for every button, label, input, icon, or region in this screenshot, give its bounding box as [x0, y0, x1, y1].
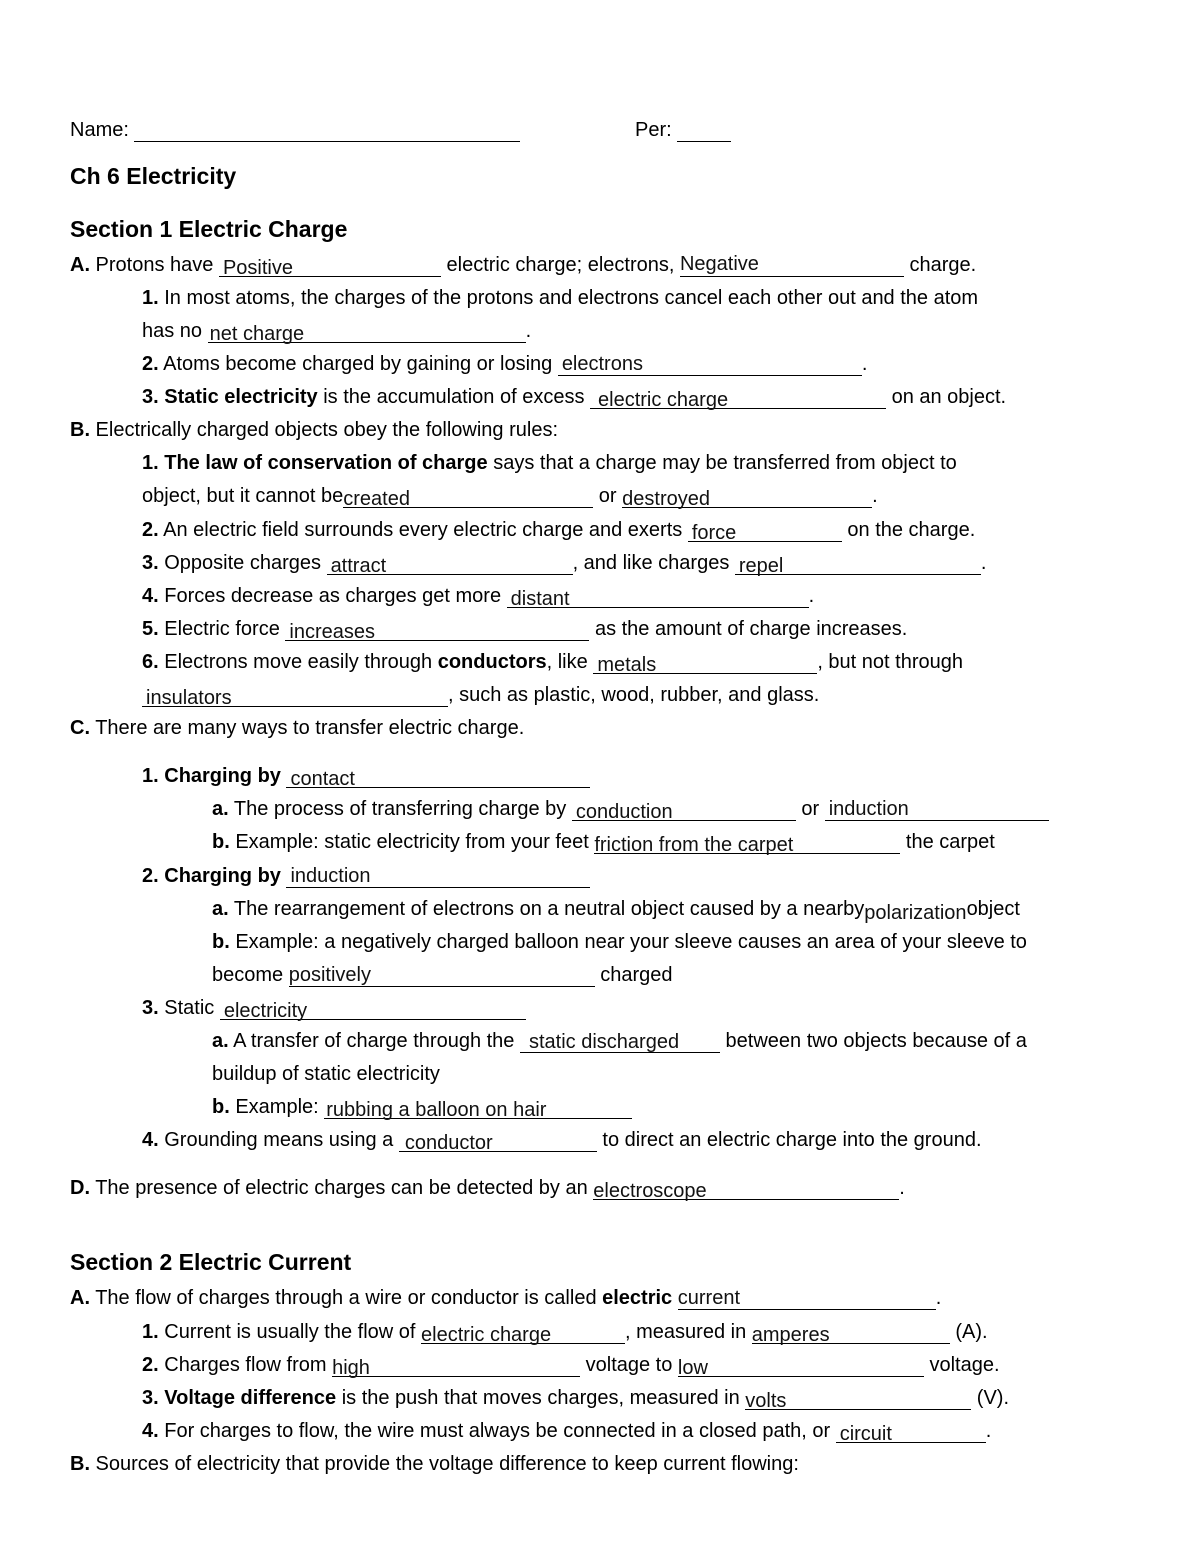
text: .	[935, 1287, 942, 1309]
s1-b5-line	[142, 617, 907, 641]
item-number: 3.	[142, 1387, 159, 1409]
bold-term: Charging by	[158, 765, 287, 787]
s1-b3-line	[142, 551, 986, 575]
answer-blank[interactable]	[593, 1176, 899, 1200]
answer-blank[interactable]	[680, 253, 904, 277]
text: on the charge.	[841, 519, 976, 541]
text: voltage to	[580, 1354, 678, 1376]
text: become	[212, 964, 289, 986]
answer-text: positively	[288, 964, 371, 986]
text: says that a charge may be transferred from object to	[487, 452, 957, 474]
item-number: 3.	[142, 552, 159, 574]
sub-letter: a.	[212, 898, 229, 920]
answer-text: Negative	[679, 253, 759, 275]
sub-letter: a.	[212, 798, 229, 820]
name-line	[70, 118, 520, 142]
item-number: 1.	[142, 452, 159, 474]
text: , measured in	[625, 1321, 752, 1343]
item-number: 2.	[142, 353, 159, 375]
text: , such as plastic, wood, rubber, and glass.	[448, 684, 820, 706]
answer-blank[interactable]	[593, 650, 817, 674]
outline-letter: A.	[70, 254, 90, 276]
text: , like	[546, 651, 594, 673]
outline-letter: B.	[70, 1453, 90, 1475]
bold-term: Static electricity	[158, 386, 318, 408]
answer-blank[interactable]	[558, 352, 862, 376]
text: Example: a negatively charged balloon near your sleeve causes an area of your sleeve to	[229, 931, 1027, 953]
outline-letter: D.	[70, 1177, 90, 1199]
answer-text: high	[332, 1357, 370, 1379]
text: .	[899, 1177, 905, 1199]
outline-letter: A.	[70, 1287, 90, 1309]
text: voltage.	[923, 1354, 1000, 1376]
text: charge.	[903, 254, 977, 276]
text: electric charge; electrons,	[440, 254, 680, 276]
answer-text: increases	[289, 621, 375, 643]
item-number: 3.	[142, 386, 159, 408]
text: The flow of charges through a wire or conductor is called	[90, 1287, 603, 1309]
sub-letter: b.	[212, 831, 230, 853]
answer-text: static discharged	[529, 1031, 680, 1053]
text: .	[525, 320, 532, 342]
s1-a1-line2	[142, 319, 531, 343]
item-number: 2.	[142, 1354, 159, 1376]
answer-text: rubbing a balloon on hair	[326, 1099, 547, 1121]
s1-a2-line	[142, 352, 867, 376]
s1-a3-line	[142, 385, 1006, 409]
s2-a3-line	[142, 1386, 1009, 1410]
s1-b1-line2	[142, 484, 878, 508]
s1-b6-line2	[142, 683, 819, 707]
text: Static	[158, 997, 220, 1019]
answer-blank[interactable]	[220, 996, 526, 1020]
text: or	[593, 485, 623, 507]
text: , but not through	[817, 651, 963, 673]
text: Electrically charged objects obey the following rules:	[90, 419, 559, 441]
answer-text: amperes	[751, 1324, 830, 1346]
answer-blank[interactable]	[688, 518, 842, 542]
answer-blank[interactable]	[142, 683, 448, 707]
answer-blank[interactable]	[285, 617, 589, 641]
bold-term: The law of conservation of charge	[158, 452, 488, 474]
text: (V).	[971, 1387, 1010, 1409]
text: is the accumulation of excess	[317, 386, 591, 408]
text: Opposite charges	[158, 552, 327, 574]
s1-c2b-line2	[212, 963, 673, 987]
s1-d-line	[70, 1176, 905, 1200]
text: .	[980, 552, 987, 574]
text: Forces decrease as charges get more	[158, 585, 507, 607]
text: .	[985, 1420, 992, 1442]
text: In most atoms, the charges of the protons and electrons cancel each other out and the atom	[158, 287, 979, 309]
answer-blank[interactable]	[343, 484, 593, 508]
outline-letter: B.	[70, 419, 90, 441]
answer-blank[interactable]	[327, 551, 573, 575]
item-number: 6.	[142, 651, 159, 673]
answer-blank[interactable]	[507, 584, 809, 608]
s1-c1a-line	[212, 797, 1049, 821]
text: Example:	[229, 1096, 325, 1118]
sub-letter: b.	[212, 931, 230, 953]
answer-text: metals	[597, 654, 657, 676]
s2-a4-line	[142, 1419, 991, 1443]
text: the carpet	[900, 831, 995, 853]
s1-c4-line	[142, 1128, 982, 1152]
answer-blank[interactable]	[421, 1320, 625, 1344]
answer-text: electroscope	[593, 1180, 707, 1202]
s1-b4-line	[142, 584, 814, 608]
s1-b2-line	[142, 518, 975, 542]
outline-letter: C.	[70, 717, 90, 739]
item-number: 1.	[142, 1321, 159, 1343]
answer-blank[interactable]	[825, 797, 1049, 821]
answer-blank[interactable]	[399, 1128, 597, 1152]
answer-text: induction	[290, 865, 371, 887]
section1-heading: Section 1 Electric Charge	[70, 216, 348, 242]
text: object	[966, 898, 1020, 920]
answer-blank[interactable]	[324, 1095, 632, 1119]
answer-text: destroyed	[622, 488, 710, 510]
bold-term: Voltage difference	[158, 1387, 337, 1409]
answer-text: contact	[290, 768, 355, 790]
answer-blank[interactable]	[622, 484, 872, 508]
text: Example: static electricity from your feet	[229, 831, 595, 853]
s2-a-line	[70, 1286, 941, 1310]
s1-c3a-line	[212, 1029, 1027, 1053]
text: For charges to flow, the wire must always be connected in a closed path, or	[158, 1420, 836, 1442]
text: Current is usually the flow of	[158, 1321, 422, 1343]
text: The rearrangement of electrons on a neutral object caused by a nearby	[228, 898, 865, 920]
answer-text: low	[677, 1357, 708, 1379]
answer-text: created	[343, 488, 410, 510]
item-number: 4.	[142, 1129, 159, 1151]
answer-text: volts	[745, 1390, 787, 1412]
s1-a-line	[70, 253, 976, 277]
answer-blank[interactable]	[752, 1320, 950, 1344]
text: The presence of electric charges can be detected by an	[90, 1177, 594, 1199]
s1-c3-line	[142, 996, 526, 1020]
text: The process of transferring charge by	[228, 798, 572, 820]
item-number: 2.	[142, 865, 159, 887]
sub-letter: b.	[212, 1096, 230, 1118]
text: charged	[594, 964, 673, 986]
answer-blank[interactable]	[208, 319, 526, 343]
s1-b-line	[70, 418, 558, 442]
answer-blank[interactable]	[286, 864, 590, 888]
s1-c2a-line	[212, 897, 1020, 924]
answer-text: circuit	[839, 1423, 892, 1445]
answer-blank[interactable]	[735, 551, 981, 575]
s1-c1-line	[142, 764, 590, 788]
text: Charges flow from	[158, 1354, 333, 1376]
s1-c2-line	[142, 864, 590, 888]
sub-letter: a.	[212, 1030, 229, 1052]
name-blank[interactable]	[134, 118, 520, 142]
answer-text: net charge	[209, 323, 305, 345]
item-number: 4.	[142, 1420, 159, 1442]
s1-b6-line	[142, 650, 963, 674]
period-line	[635, 118, 731, 142]
answer-text: force	[691, 522, 737, 544]
item-number: 4.	[142, 585, 159, 607]
item-number: 1.	[142, 287, 159, 309]
section2-heading: Section 2 Electric Current	[70, 1249, 352, 1275]
s2-a1-line	[142, 1320, 988, 1344]
answer-text: polarization	[864, 902, 967, 924]
text: An electric field surrounds every electric charge and exerts	[158, 519, 688, 541]
answer-text: distant	[510, 588, 570, 610]
s1-b1-line	[142, 451, 957, 475]
text: .	[808, 585, 815, 607]
text: Grounding means using a	[158, 1129, 399, 1151]
text: has no	[142, 320, 208, 342]
answer-blank[interactable]	[745, 1386, 971, 1410]
text: There are many ways to transfer electric charge.	[90, 717, 525, 739]
answer-blank[interactable]	[678, 1286, 936, 1310]
page-title: Ch 6 Electricity	[70, 163, 237, 189]
text: between two objects because of a	[720, 1030, 1027, 1052]
answer-blank[interactable]	[286, 764, 590, 788]
answer-blank[interactable]	[332, 1353, 580, 1377]
bold-term: electric	[602, 1287, 673, 1309]
item-number: 2.	[142, 519, 159, 541]
answer-text: electric charge	[421, 1324, 552, 1346]
answer-text: Positive	[222, 257, 293, 279]
bold-term: conductors	[437, 651, 547, 673]
s1-c3b-line	[212, 1095, 632, 1119]
text: (A).	[949, 1321, 988, 1343]
text: Atoms become charged by gaining or losing	[158, 353, 558, 375]
answer-blank[interactable]	[836, 1419, 986, 1443]
item-number: 3.	[142, 997, 159, 1019]
answer-blank[interactable]	[590, 385, 886, 409]
text: is the push that moves charges, measured in	[336, 1387, 746, 1409]
answer-blank[interactable]	[520, 1029, 720, 1053]
answer-text: conductor	[404, 1132, 493, 1154]
answer-blank[interactable]	[219, 253, 441, 277]
text: on an object.	[886, 386, 1007, 408]
item-number: 5.	[142, 618, 159, 640]
s2-a2-line	[142, 1353, 1000, 1377]
text: Sources of electricity that provide the voltage difference to keep current flowing:	[90, 1453, 799, 1475]
text: , and like charges	[572, 552, 735, 574]
text: buildup of static electricity	[212, 1063, 440, 1085]
text: to direct an electric charge into the ground.	[596, 1129, 982, 1151]
answer-text: conduction	[575, 801, 673, 823]
answer-text: friction from the carpet	[594, 834, 794, 856]
answer-text: repel	[738, 555, 784, 577]
s2-b-line	[70, 1452, 799, 1476]
answer-text: insulators	[146, 687, 232, 709]
answer-blank[interactable]	[289, 963, 595, 987]
period-blank[interactable]	[677, 118, 731, 142]
answer-blank[interactable]	[594, 830, 900, 854]
bold-term: Charging by	[158, 865, 287, 887]
s1-c3a-line2	[212, 1062, 440, 1086]
text: Electric force	[158, 618, 286, 640]
text: .	[872, 485, 878, 507]
s1-c-line	[70, 716, 524, 740]
text: as the amount of charge increases.	[589, 618, 908, 640]
text: Electrons move easily through	[158, 651, 438, 673]
s1-c1b-line	[212, 830, 995, 854]
s1-c2b-line	[212, 930, 1027, 954]
answer-blank[interactable]	[572, 797, 796, 821]
text: Protons have	[90, 254, 219, 276]
item-number: 1.	[142, 765, 159, 787]
answer-text: electric charge	[598, 389, 729, 411]
answer-text: electricity	[223, 1000, 308, 1022]
answer-text: induction	[828, 798, 909, 820]
answer-text: current	[677, 1287, 740, 1309]
text: A transfer of charge through the	[228, 1030, 520, 1052]
text: object, but it cannot be	[142, 485, 344, 507]
text: or	[795, 798, 825, 820]
period-label: Per:	[635, 119, 672, 141]
answer-blank[interactable]	[678, 1353, 924, 1377]
s1-a1-line	[142, 286, 978, 310]
answer-text: attract	[330, 555, 387, 577]
text: .	[861, 353, 868, 375]
name-label: Name:	[70, 119, 129, 141]
answer-text: electrons	[561, 353, 643, 375]
